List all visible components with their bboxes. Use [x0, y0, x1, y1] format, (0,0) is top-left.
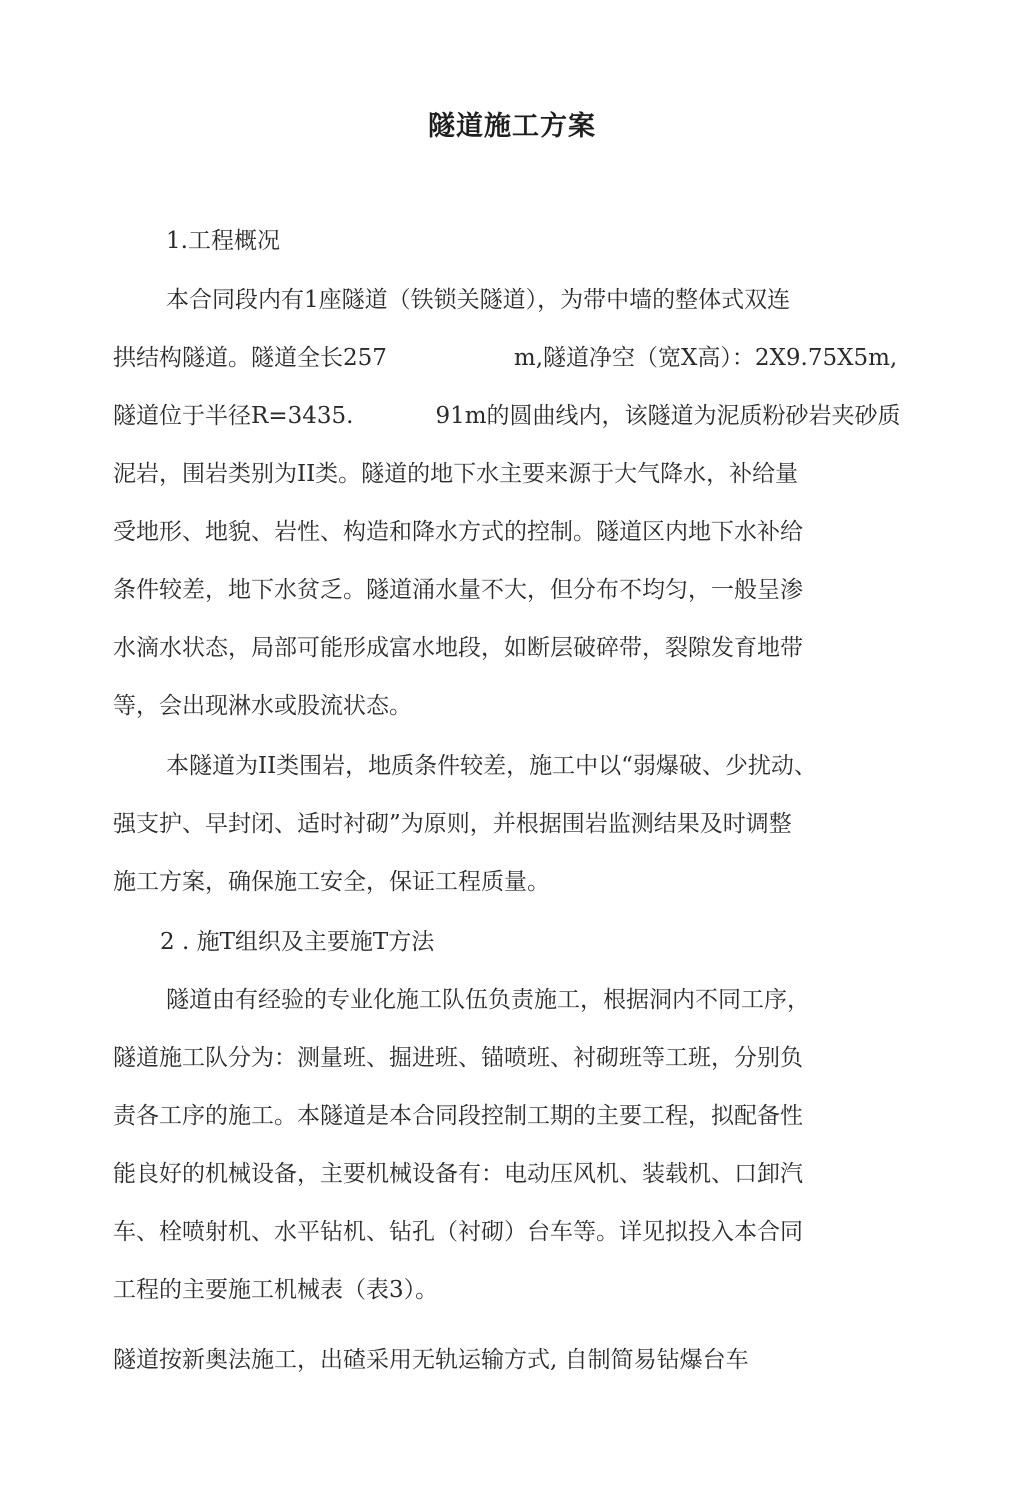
- paragraph-3-line-5: 车、栓喷射机、水平钻机、钻孔（衬砌）台车等。详见拟投入本合同: [113, 1219, 803, 1245]
- paragraph-1-line-8: 等，会出现淋水或股流状态。: [113, 693, 412, 719]
- paragraph-3-line-1: 隧道由有经验的专业化施工队伍负责施工，根据洞内不同工序，: [166, 987, 810, 1013]
- paragraph-4-line-1: 隧道按新奥法施工，出碴采用无轨运输方式, 自制简易钻爆台车: [113, 1347, 749, 1373]
- paragraph-1-line-1: 本合同段内有1座隧道（铁锁关隧道），为带中墙的整体式双连: [166, 287, 791, 313]
- paragraph-3-line-6: 工程的主要施工机械表（表3）。: [113, 1277, 439, 1303]
- paragraph-3-line-4: 能良好的机械设备，主要机械设备有：电动压风机、装载机、口卸汽: [113, 1161, 803, 1187]
- paragraph-1-line-3: [113, 398, 901, 434]
- paragraph-2-line-1: 本隧道为II类围岩，地质条件较差，施工中以“弱爆破、少扰动、: [166, 753, 817, 779]
- paragraph-1-line-3-part-b: 91m的圆曲线内，该隧道为泥质粉砂岩夹砂质: [435, 403, 901, 429]
- paragraph-1-line-6: 条件较差，地下水贫乏。隧道涌水量不大，但分布不均匀，一般呈渗: [113, 577, 803, 603]
- section-heading-1: 1.工程概况: [166, 228, 280, 254]
- paragraph-1-line-5: 受地形、地貌、岩性、构造和降水方式的控制。隧道区内地下水补给: [113, 519, 803, 545]
- paragraph-1-line-2-part-b: m,隧道净空（宽X高）：2X9.75X5m,: [513, 345, 898, 371]
- paragraph-1-line-2-part-a: 拱结构隧道。隧道全长257: [113, 345, 387, 371]
- paragraph-2-line-3: 施工方案，确保施工安全，保证工程质量。: [113, 869, 550, 895]
- document-title: 隧道施工方案: [428, 111, 596, 142]
- paragraph-2-line-2: 强支护、早封闭、适时衬砌”为原则，并根据围岩监测结果及时调整: [113, 811, 792, 837]
- section-heading-2: 2 . 施T组织及主要施T方法: [160, 929, 435, 955]
- paragraph-3-line-3: 责各工序的施工。本隧道是本合同段控制工期的主要工程，拟配备性: [113, 1103, 803, 1129]
- paragraph-1-line-7: 水滴水状态，局部可能形成富水地段，如断层破碎带，裂隙发育地带: [113, 635, 803, 661]
- paragraph-1-line-2: [113, 340, 897, 376]
- paragraph-3-line-2: 隧道施工队分为：测量班、掘进班、锚喷班、衬砌班等工班，分别负: [113, 1045, 803, 1071]
- paragraph-1-line-3-part-a: 隧道位于半径R=3435.: [113, 403, 354, 429]
- paragraph-1-line-4: 泥岩，围岩类别为II类。隧道的地下水主要来源于大气降水，补给量: [113, 461, 799, 487]
